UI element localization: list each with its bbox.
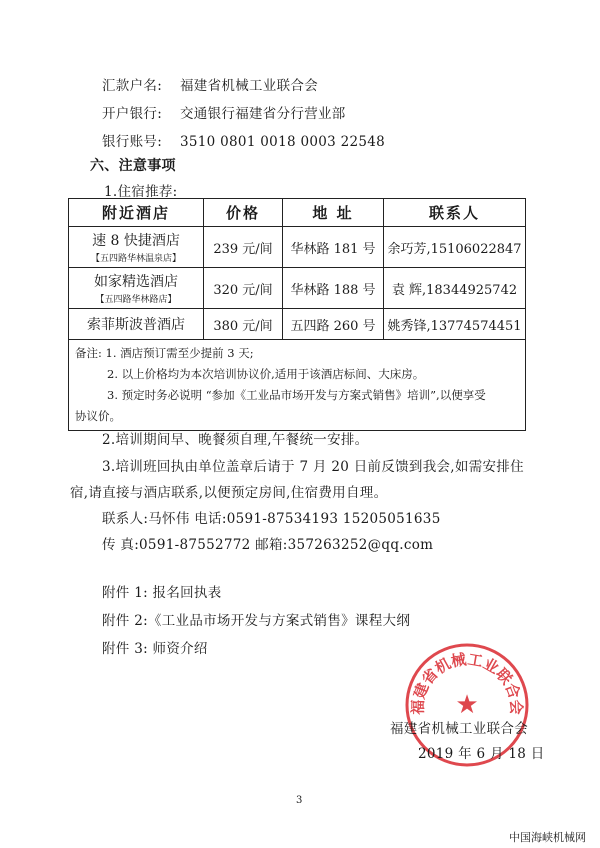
address-cell: 华林路 181 号 [283,227,384,268]
hotel-name: 索菲斯波普酒店 [87,317,185,333]
bank-label: 开户银行: [102,106,163,122]
hotel-cell [69,227,204,268]
note-line: 协议价。 [75,409,121,423]
signature-org: 福建省机械工业联合会 [390,721,528,737]
header-hotel: 附近酒店 [69,199,204,227]
item-3-line-1: 3.培训班回执由单位盖章后请于 7 月 20 日前反馈到我会,如需安排住 [102,459,524,475]
account-name-line [102,74,318,94]
note-line: 3. 预定时务必说明 “参加《工业品市场开发与方案式销售》培训”,以便享受 [107,388,486,402]
svg-text:福建省机械工业联合会: 福建省机械工业联合会 [408,650,526,715]
section-6-title: 六、注意事项 [90,158,176,174]
price-cell: 380 元/间 [204,309,283,340]
bank-value: 交通银行福建省分行营业部 [180,106,346,122]
site-watermark: 中国海峡机械网 [509,831,586,844]
notes-cell [69,340,526,431]
attachment-2: 附件 2:《工业品市场开发与方案式销售》课程大纲 [102,613,411,629]
fax-line: 传 真:0591-87552772 邮箱:357263252@qq.com [102,537,434,553]
hotel-name: 速 8 快捷酒店 [92,233,180,249]
hotel-cell [69,268,204,309]
attachment-3: 附件 3: 师资介绍 [102,641,208,657]
item-1-title: 1.住宿推荐: [104,184,178,200]
contact-cell: 袁 辉,18344925742 [384,268,526,309]
item-2: 2.培训期间早、晚餐须自理,午餐统一安排。 [102,432,369,448]
note-line: 2. 以上价格均为本次培训协议价,适用于该酒店标间、大床房。 [107,367,425,381]
account-no-line [102,130,385,150]
attachment-1: 附件 1: 报名回执表 [102,585,222,601]
address-cell: 五四路 260 号 [283,309,384,340]
hotel-branch: 【五四路华林路店】 [95,295,177,305]
address-cell: 华林路 188 号 [283,268,384,309]
table-row [69,309,526,340]
hotel-name: 如家精选酒店 [94,274,178,290]
page-number: 3 [296,795,303,806]
account-name-value: 福建省机械工业联合会 [180,78,318,94]
table-row [69,268,526,309]
contact-cell: 姚秀锋,13774574451 [384,309,526,340]
item-3-line-2: 宿,请直接与酒店联系,以便预定房间,住宿费用自理。 [70,485,388,501]
contact-cell: 余巧芳,15106022847 [384,227,526,268]
hotel-cell [69,309,204,340]
header-contact: 联系人 [384,199,526,227]
price-cell: 320 元/间 [204,268,283,309]
header-address: 地 址 [283,199,384,227]
price-cell: 239 元/间 [204,227,283,268]
hotel-branch: 【五四路华林温泉店】 [90,254,181,264]
svg-text:★: ★ [455,690,479,720]
hotel-table [68,198,526,431]
table-row [69,227,526,268]
account-no-label: 银行账号: [102,134,163,150]
notes-row [69,340,526,431]
header-price: 价格 [204,199,283,227]
contact-line: 联系人:马怀伟 电话:0591-87534193 15205051635 [102,511,441,527]
signature-date: 2019 年 6 月 18 日 [418,746,545,762]
account-no-value: 3510 0801 0018 0003 22548 [180,134,386,150]
note-line: 备注: 1. 酒店预订需至少提前 3 天; [75,346,254,360]
table-header-row [69,199,526,227]
account-name-label: 汇款户名: [102,78,163,94]
bank-line [102,102,346,122]
